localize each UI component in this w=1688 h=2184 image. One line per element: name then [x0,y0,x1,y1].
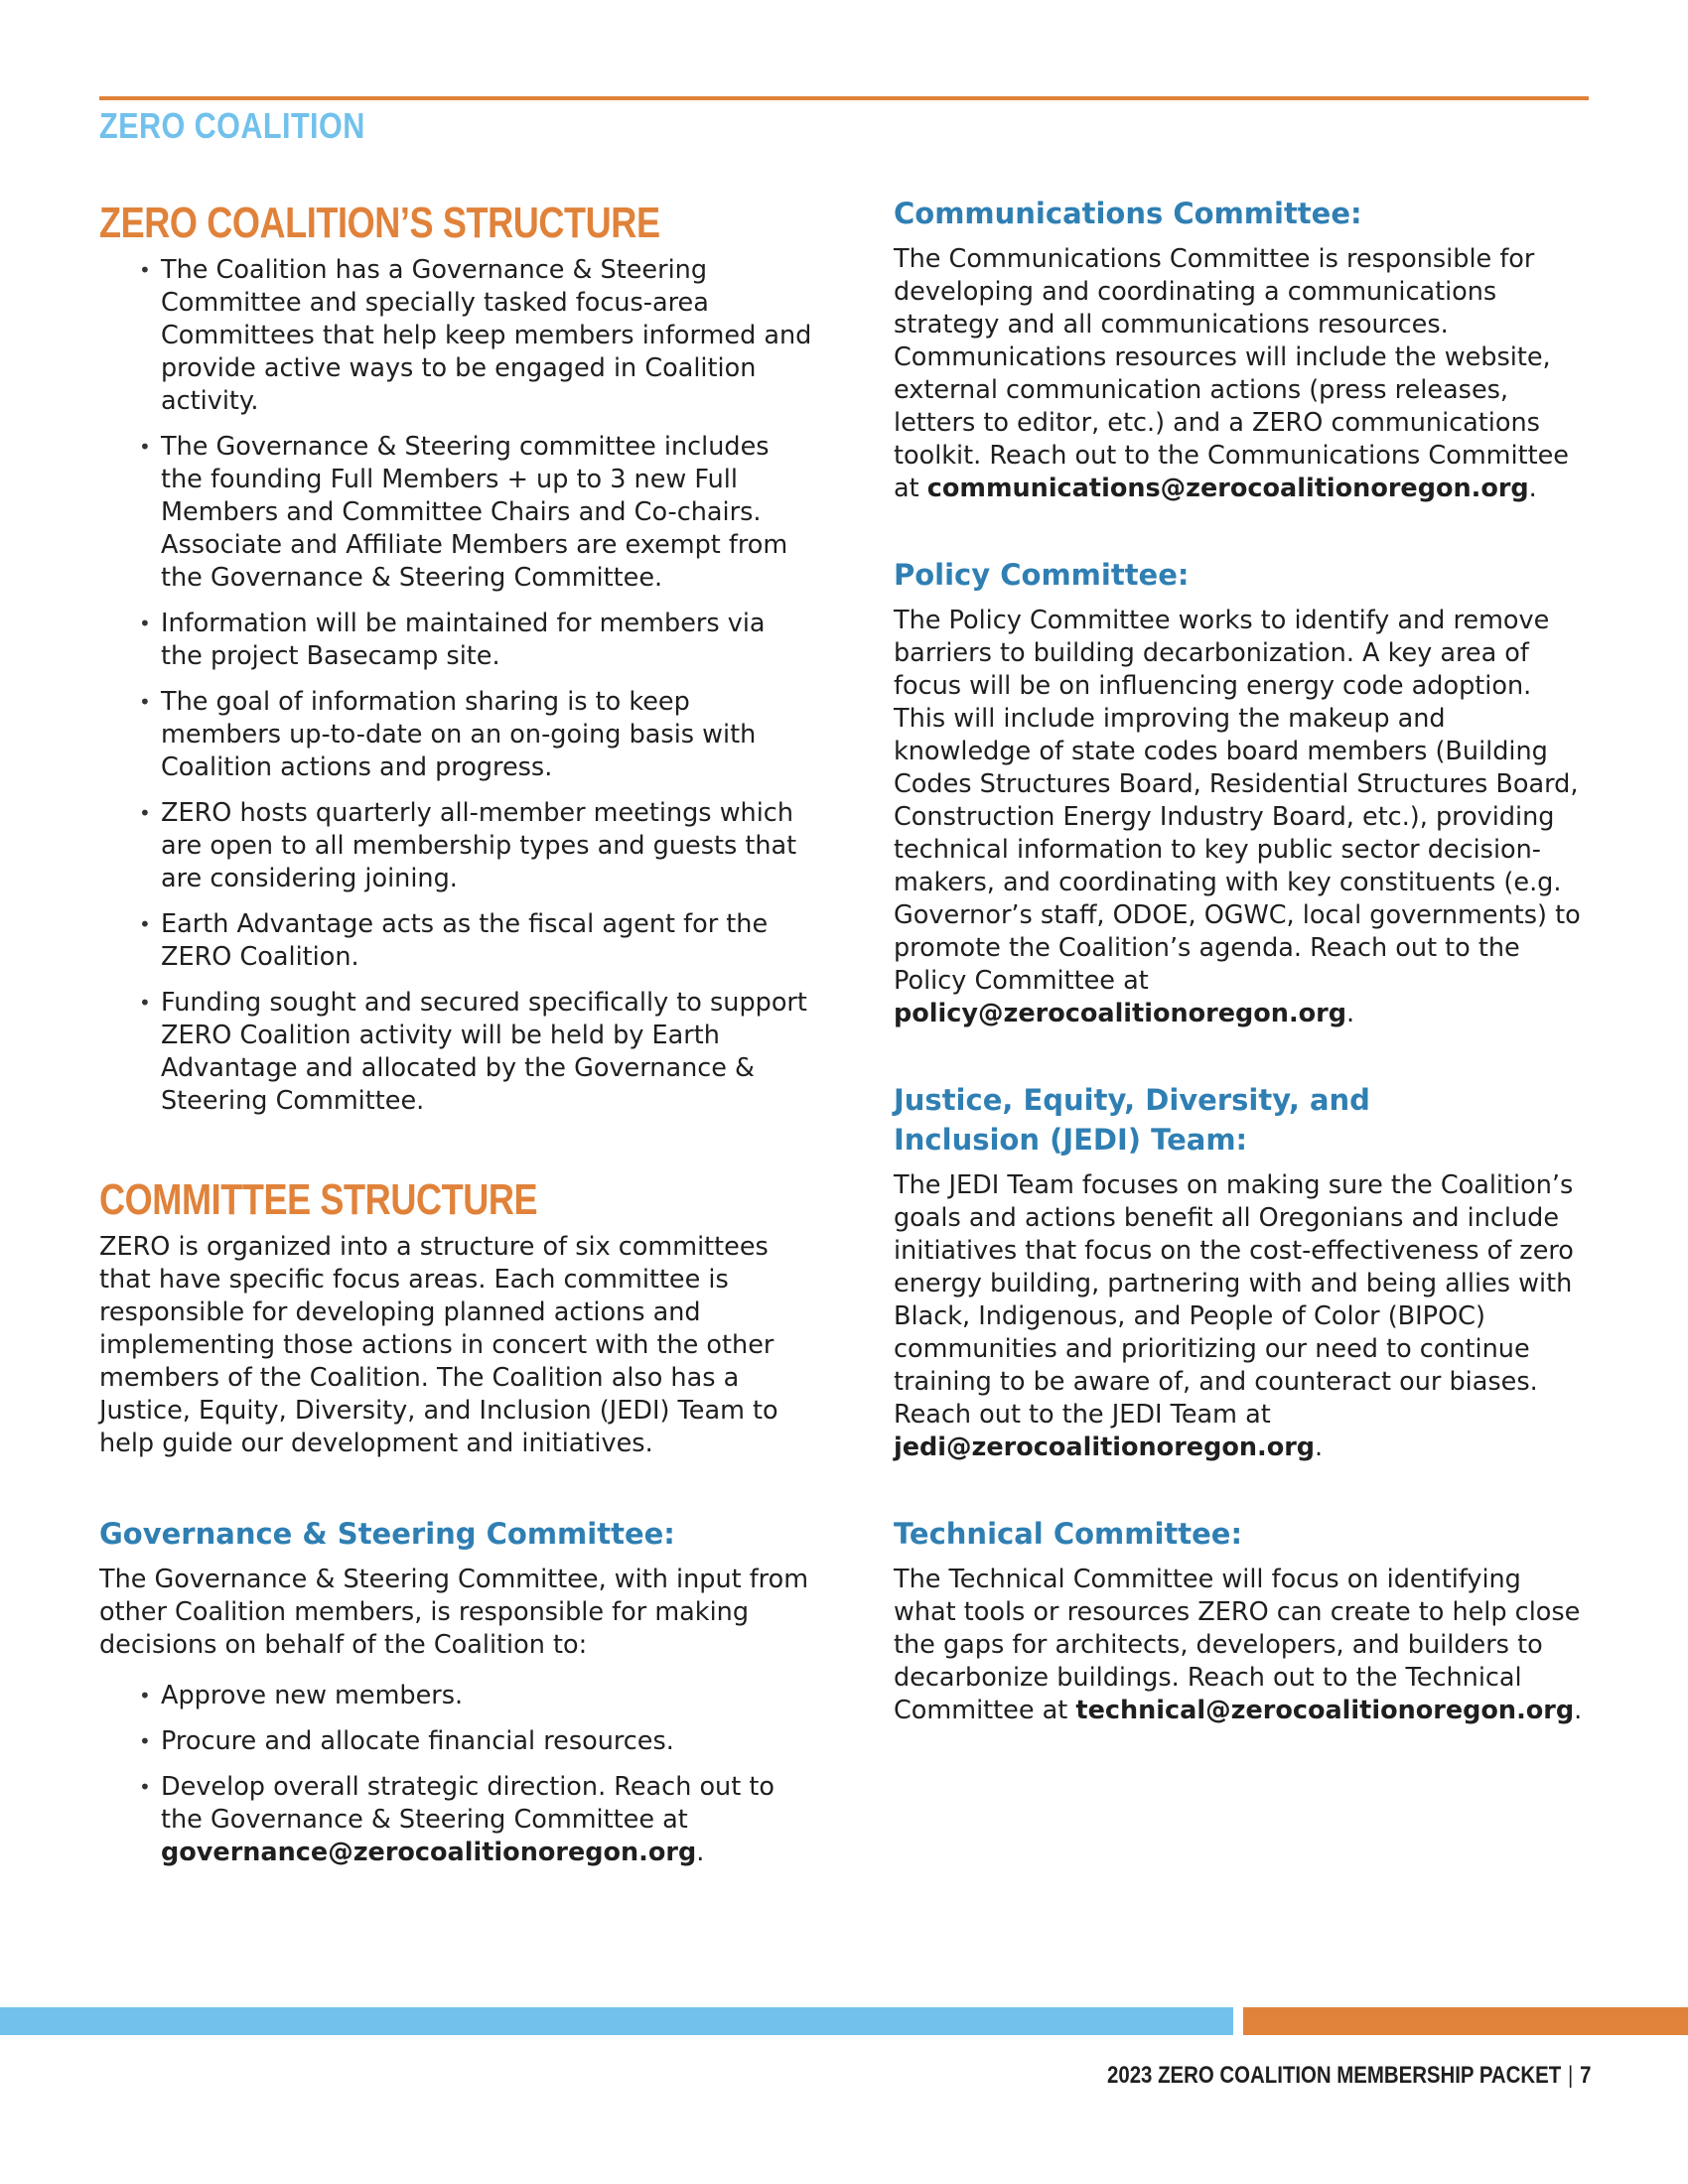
list-item: • Funding sought and secured specifically to support ZERO Coalition activity will be held by Earth Advantage and allocated by the Governance & Steering Committee. [139,987,814,1118]
communications-title: Communications Committee: [894,197,1362,230]
technical-text [894,1564,1589,1727]
governance-email-link[interactable]: governance@zerocoalitionoregon.org [161,1838,697,1867]
period: . [1528,474,1537,503]
governance-bullets [99,1680,814,1869]
structure-title: ZERO COALITION’S STRUCTURE [99,199,660,247]
jedi-title [894,1080,1589,1160]
communications-email-link[interactable]: communications@zerocoalitionoregon.org [926,474,1529,503]
jedi-text [894,1169,1589,1464]
list-item: • Procure and allocate financial resources. [139,1725,814,1758]
list-item: • ZERO hosts quarterly all-member meetings which are open to all membership types and guests that are considering joining. [139,797,814,895]
list-item: • Approve new members. [139,1680,814,1712]
running-header: ZERO COALITION [99,105,365,146]
footer-packet-title: 2023 ZERO COALITION MEMBERSHIP PACKET [1106,2062,1561,2089]
period: . [1574,1696,1583,1725]
list-item: • The goal of information sharing is to keep members up-to-date on an on-going basis with Coalition actions and progress. [139,686,814,784]
communications-body: The Communications Committee is responsible for developing and coordinating a communications strategy and all communications resources. Communications resources will include the website, external communication actions (press releases, letters to editor, etc.) and a ZERO communications toolkit. Reach out to the Communications Committee at [894,244,1569,503]
governance-intro: The Governance & Steering Committee, with input from other Coalition members, is responsible for making decisions on behalf of the Coalition to: [99,1565,809,1660]
policy-text [894,605,1589,1030]
footer-separator: | [1567,2062,1573,2089]
governance-bullet-text: Develop overall strategic direction. Reach out to the Governance & Steering Committee at [161,1772,774,1835]
jedi-body: The JEDI Team focuses on making sure the Coalition’s goals and actions benefit all Oregonians and include initiatives that focus on the cost-effectiveness of zero energy building, partnering with and being allies with Black, Indigenous, and People of Color (BIPOC) communities and prioritizing our need to continue training to be aware of, and counteract our biases. Reach out to the JEDI Team at [894,1170,1574,1430]
technical-body: The Technical Committee will focus on identifying what tools or resources ZERO can create to help close the gaps for architects, developers, and builders to decarbonize buildings. Reach out to the Technical Committee at [894,1565,1581,1725]
list-item: • The Governance & Steering committee includes the founding Full Members + up to 3 new Full Members and Committee Chairs and Co-chairs. Associate and Affiliate Members are exempt from the Governance & Steering Committee. [139,431,814,595]
top-rule [99,96,1589,100]
period: . [1346,999,1355,1028]
list-item: • The Coalition has a Governance & Steering Committee and specially tasked focus-area Committees that help keep members informed and provide active ways to be engaged in Coalition activity. [139,254,814,418]
governance-title: Governance & Steering Committee: [99,1517,675,1551]
policy-title: Policy Committee: [894,558,1190,592]
footer [1107,2062,1591,2090]
list-item [139,1771,814,1869]
page-number: 7 [1579,2062,1591,2089]
footer-bar-orange [1243,2007,1688,2035]
committee-structure-title: COMMITTEE STRUCTURE [99,1175,538,1224]
list-item: • Information will be maintained for members via the project Basecamp site. [139,608,814,673]
list-item: • Earth Advantage acts as the fiscal agent for the ZERO Coalition. [139,908,814,974]
technical-email-link[interactable]: technical@zerocoalitionoregon.org [1075,1696,1575,1725]
committee-structure-intro: ZERO is organized into a structure of six committees that have specific focus areas. Each committee is responsible for developing planned actions and implementing those actions in concert with the other members of the Coalition. The Coalition also has a Justice, Equity, Diversity, and Inclusion (JEDI) Team to help guide our development and initiatives. [99,1232,778,1458]
policy-email-link[interactable]: policy@zerocoalitionoregon.org [894,999,1346,1028]
policy-body: The Policy Committee works to identify and remove barriers to building decarbonization. A key area of focus will be on influencing energy code adoption. This will include improving the makeup and knowledge of state codes board members (Building Codes Structures Board, Residential Structures Board, Construction Energy Industry Board, etc.), providing technical information to key public sector decision-makers, and coordinating with key constituents (e.g. Governor’s staff, ODOE, OGWC, local governments) to promote the Coalition’s agenda. Reach out to the Policy Committee at [894,606,1581,996]
structure-bullets [99,254,814,1118]
left-column [99,199,814,1882]
right-column [894,194,1589,1727]
communications-text [894,243,1589,505]
jedi-title-line2: Inclusion (JEDI) Team: [894,1123,1248,1157]
period: . [1315,1433,1324,1462]
jedi-email-link[interactable]: jedi@zerocoalitionoregon.org [894,1433,1316,1462]
period: . [696,1838,705,1867]
footer-bar-blue [0,2007,1233,2035]
technical-title: Technical Committee: [894,1517,1243,1551]
jedi-title-line1: Justice, Equity, Diversity, and [894,1083,1370,1117]
